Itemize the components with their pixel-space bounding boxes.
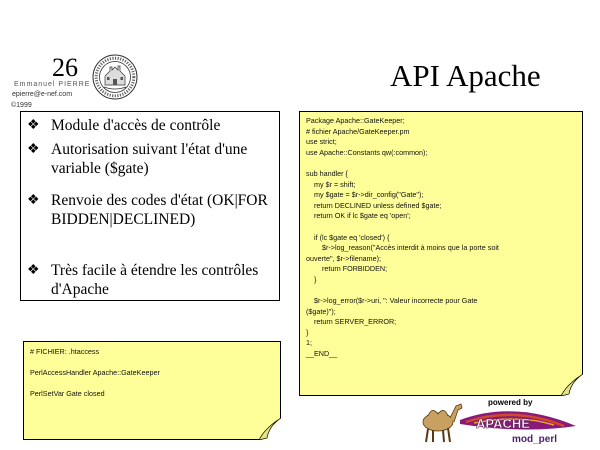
code-line: # fichier Apache/GateKeeper.pm xyxy=(306,126,410,136)
author-name: Emmanuel PIERRE xyxy=(14,81,91,88)
bullet-text: Très facile à étendre les contrôles d'Apache xyxy=(51,262,259,298)
code-line: PerlAccessHandler Apache::GateKeeper xyxy=(30,368,160,378)
code-line: 1; xyxy=(306,338,312,348)
page-curl-icon xyxy=(259,418,281,440)
code-note xyxy=(299,111,583,396)
bullet-text: Renvoie des codes d'état (OK|FORBIDDEN|DECLINED) xyxy=(51,192,268,228)
mod-perl-label: mod_perl xyxy=(512,434,558,445)
diamond-bullet-icon: ❖ xyxy=(27,193,40,208)
code-line: return DECLINED unless defined $gate; xyxy=(306,200,442,210)
code-line: PerlSetVar Gate closed xyxy=(30,389,105,399)
diamond-bullet-icon: ❖ xyxy=(27,263,40,278)
code-line: __END__ xyxy=(306,349,338,359)
code-line: } xyxy=(306,327,309,337)
code-line: ($gate)"); xyxy=(306,306,336,316)
code-line xyxy=(30,379,160,390)
code-line: use Apache::Constants qw(:common); xyxy=(306,147,428,157)
code-line xyxy=(306,222,499,233)
code-line: return OK if lc $gate eq 'open'; xyxy=(306,211,411,221)
code-line: return SERVER_ERROR; xyxy=(306,317,397,327)
bullet-text: Module d'accès de contrôle xyxy=(51,117,221,134)
code-line: # FICHIER: .htaccess xyxy=(30,347,100,356)
code-line xyxy=(306,158,499,169)
code-line: $r->log_reason("Accès interdit à moins que la porte soit xyxy=(306,243,499,253)
powered-by-apache-badge xyxy=(414,392,590,446)
code-line: use strict; xyxy=(306,137,337,147)
bullet-text: Autorisation suivant l'état d'une variable ($gate) xyxy=(51,141,248,177)
author-email: epierre@e-nef.com xyxy=(12,91,73,98)
apache-label: APACHE xyxy=(476,416,530,431)
diamond-bullet-icon: ❖ xyxy=(27,118,40,133)
code-line xyxy=(30,358,160,369)
code-line: $r->log_error($r->uri, ": Valeur incorrecte pour Gate xyxy=(306,296,478,306)
bullet-list-box xyxy=(20,111,280,301)
code-line: my $gate = $r->dir_config("Gate"); xyxy=(306,190,424,200)
copyright: ©1999 xyxy=(11,102,32,109)
slide-number: 26 xyxy=(52,53,78,82)
code-line: sub handler { xyxy=(306,168,348,178)
camel-icon xyxy=(423,404,462,442)
htaccess-note xyxy=(23,341,281,440)
code-line: Package Apache::GateKeeper; xyxy=(306,116,405,125)
diamond-bullet-icon: ❖ xyxy=(27,142,40,157)
powered-by-label: powered by xyxy=(488,398,533,407)
code-line: } xyxy=(306,274,317,284)
code-line: my $r = shift; xyxy=(306,179,356,189)
htaccess-code-block xyxy=(30,347,160,400)
code-line xyxy=(306,286,499,297)
perl-code-block xyxy=(306,116,499,360)
monastery-seal-logo xyxy=(92,54,138,100)
code-line: return FORBIDDEN; xyxy=(306,264,388,274)
slide-title: API Apache xyxy=(390,58,541,93)
code-line: if (lc $gate eq 'closed') { xyxy=(306,232,390,242)
code-line: ouverte", $r->filename); xyxy=(306,253,382,263)
